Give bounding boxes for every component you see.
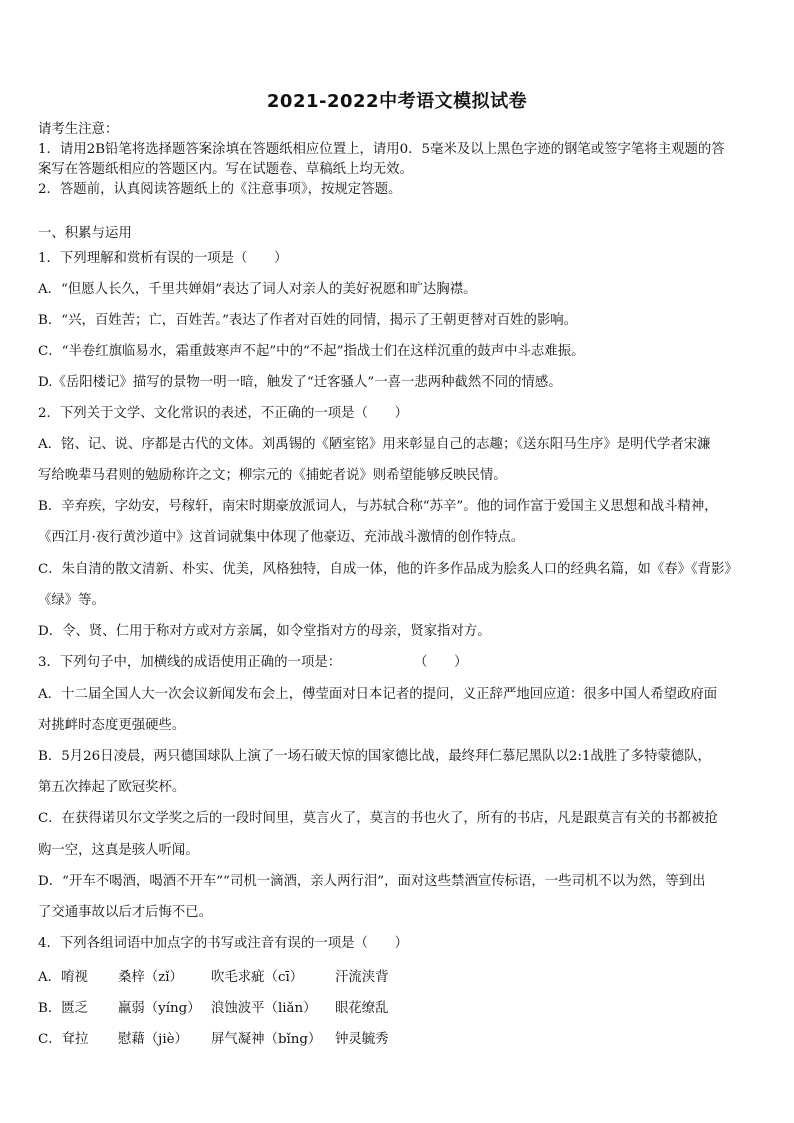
question-2-line: 《绿》等。: [38, 593, 105, 608]
option-word: 桑梓（zǐ）: [118, 970, 183, 985]
question-3-line: 第五次捧起了欧冠奖杯。: [38, 780, 186, 795]
question-3-line: D．“开车不喝酒，喝酒不开车”“司机一滴酒，亲人两行泪”，面对这些禁酒宣传标语，一些司机不以为然，等到出: [38, 874, 706, 889]
section-heading: 一、积累与运用: [38, 226, 132, 241]
question-3-stem: 3．下列句子中，加横线的成语使用正确的一项是：: [38, 655, 342, 670]
notice-line: 2．答题前，认真阅读答题纸上的《注意事项》，按规定答题。: [38, 182, 402, 197]
question-2-line: C．朱自清的散文清新、朴实、优美，风格独特，自成一体，他的许多作品成为脍炙人口的经典名篇，如《春》《背影》: [38, 562, 738, 577]
question-3-line: C．在获得诺贝尔文学奖之后的一段时间里，莫言火了，莫言的书也火了，所有的书店，凡是跟莫言有关的书都被抢: [38, 811, 718, 826]
option-word: A．唷视: [38, 970, 88, 985]
exam-title: 2021-2022中考语文模拟试卷: [266, 91, 528, 112]
question-2-line: 写给晚辈马君则的勉励称许之文；柳宗元的《捕蛇者说》则希望能够反映民情。: [38, 468, 507, 483]
option-word: 钟灵毓秀: [335, 1032, 389, 1047]
question-2-line: B．辛弃疾，字幼安，号稼轩，南宋时期豪放派词人，与苏轼合称“苏辛”。他的词作富于爱国主义思想和战斗精神，: [38, 499, 718, 514]
question-2-line: 《西江月·夜行黄沙道中》这首词就集中体现了他豪迈、充沛战斗激情的创作特点。: [38, 530, 525, 545]
option-word: C．耷拉: [38, 1032, 89, 1047]
notice-line: 1．请用2B铅笔将选择题答案涂填在答题纸相应位置上，请用0．5毫米及以上黑色字迹的钢笔或签字笔将主观题的答: [38, 142, 725, 157]
question-2-stem: 2．下列关于文学、文化常识的表述，不正确的一项是（ ）: [38, 406, 409, 421]
option-word: 羸弱（yíng）: [118, 1001, 201, 1016]
notice-line: 案写在答题纸相应的答题区内。写在试题卷、草稿纸上均无效。: [38, 162, 413, 177]
question-3-line: 对挑衅时态度更强硬些。: [38, 718, 186, 733]
option-word: 吹毛求疵（cī）: [211, 970, 304, 985]
question-1-stem: 1．下列理解和赏析有误的一项是（ ）: [38, 251, 288, 266]
question-1-option: B．“兴，百姓苦；亡，百姓苦。”表达了作者对百姓的同情，揭示了王朝更替对百姓的影响。: [38, 313, 578, 328]
question-1-option: D.《岳阳楼记》描写的景物一明一暗，触发了“迁客骚人”一喜一悲两种截然不同的情感。: [38, 375, 562, 390]
question-1-option: C．“半卷红旗临易水，霜重鼓寒声不起”中的“不起”指战士们在这样沉重的鼓声中斗志难振。: [38, 344, 585, 359]
question-3-line: 了交通事故以后才后悔不已。: [38, 905, 213, 920]
question-3-line: 购一空，这真是骇人听闻。: [38, 843, 199, 858]
option-word: B．匮乏: [38, 1001, 89, 1016]
option-word: 浪蚀波平（liǎn）: [211, 1001, 317, 1016]
question-3-line: B．5月26日凌晨，两只德国球队上演了一场石破天惊的国家德比战，最终拜仁慕尼黑队以2:1战胜了多特蒙德队，: [38, 749, 711, 764]
option-word: 汗流浃背: [335, 970, 389, 985]
question-3-answer-paren: （ ）: [414, 655, 468, 670]
question-4-stem: 4．下列各组词语中加点字的书写或注音有误的一项是（ ）: [38, 936, 409, 951]
question-1-option: A．“但愿人长久，千里共婵娟”表达了词人对亲人的美好祝愿和旷达胸襟。: [38, 282, 477, 297]
question-2-line: A．铭、记、说、序都是古代的文体。刘禹锡的《陋室铭》用来彰显自己的志趣；《送东阳马生序》是明代学者宋濂: [38, 437, 711, 452]
option-word: 屏气凝神（bǐng）: [211, 1032, 322, 1047]
option-word: 慰藉（jiè）: [118, 1032, 188, 1047]
notice-heading: 请考生注意：: [38, 122, 119, 137]
option-word: 眼花缭乱: [335, 1001, 389, 1016]
question-3-line: A．十二届全国人大一次会议新闻发布会上，傅莹面对日本记者的提问，义正辞严地回应道：很多中国人希望政府面: [38, 687, 718, 702]
question-2-line: D．令、贤、仁用于称对方或对方亲属，如令堂指对方的母亲，贤家指对方。: [38, 624, 491, 639]
